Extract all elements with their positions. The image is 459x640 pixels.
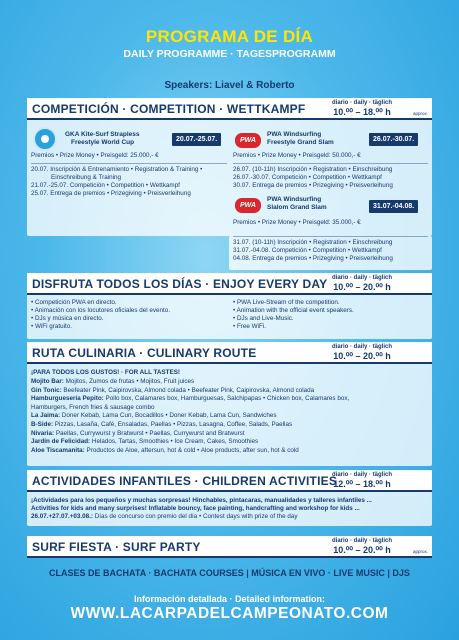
culinary-desc: Pizzas, Lasaña, Café, Ensaladas, Paellas • Pizzas, Lasagna, Coffee, Salads, Paellas [53, 421, 293, 428]
culinary-desc: Doner Kebab, Lama Cun, Bocadillos • Doner Kebab, Lama Cun, Sandwiches [60, 412, 277, 420]
enjoy-left-4: • WiFi gratuito. [31, 323, 73, 330]
culinary-vendor: Gin Tonic: [31, 386, 62, 394]
gka-date-badge: 20.07.-25.07. [172, 133, 221, 146]
culinary-item [31, 404, 155, 412]
kids-title: ACTIVIDADES INFANTILES · CHILDREN ACTIVITIES [32, 474, 338, 488]
culinary-vendor: B-Side: [31, 421, 54, 428]
kids-panel [27, 470, 432, 526]
pwa1-line-3: 30.07. Entrega de premios • Prizegiving • Preisverleihung [233, 182, 393, 189]
culinary-vendor: Jardín de Felicidad: [31, 438, 91, 446]
culinary-desc: Pollo box, Calamares box, Hamburguesas, Salchipapas • Chicken box, Calamares box, [103, 395, 350, 403]
gka-logo-icon [33, 127, 57, 151]
enjoy-right-3: • DJs and Live-Music. [233, 315, 294, 322]
schedule-days: diario · daily · täglich [331, 100, 392, 106]
culinary-item [31, 395, 349, 403]
schedule-time: 10.⁰⁰ – 20.⁰⁰ h [333, 545, 391, 555]
culinary-desc: Helados, Tartas, Smoothies • Ice Cream, Cakes, Smoothies [90, 438, 259, 446]
gka-title-2: Freestyle World Cup [71, 139, 135, 146]
page-title: PROGRAMA DE DÍA [145, 27, 314, 46]
kids-line-3-text: Días de concurso con premio del día • Contest days with prize of the day [92, 513, 298, 520]
pwa1-title-1: PWA Windsurfing [267, 131, 322, 138]
culinary-item [31, 421, 292, 429]
enjoy-panel [27, 273, 432, 339]
schedule-days: diario · daily · täglich [331, 538, 392, 544]
surf-panel [27, 536, 432, 558]
pwa1-line-1: 26.07. (10-11h) Inscripción • Registration • Einschreibung [233, 166, 393, 173]
enjoy-left-2: • Animación con los locutores oficiales del evento. [31, 307, 171, 314]
pwa2-title-1: PWA Windsurfing [267, 196, 322, 203]
kids-bar [27, 470, 432, 492]
culinary-desc: Productos de Aloe, aftersun, hot & cold • Aloe products, after sun, hot & cold [84, 446, 299, 454]
schedule-days: diario · daily · täglich [331, 275, 392, 281]
approx-note: approx. [412, 111, 428, 116]
gka-line-1: 20.07. Inscripción & Entrenamiento • Registration & Training • [31, 166, 203, 173]
kids-line-1: ¡Actividades para los pequeños y muchas sorpresas! Hinchables, pintacaras, manualidades y talleres infantiles ... [31, 497, 372, 504]
page-subtitle: DAILY PROGRAMME · TAGESPROGRAMM [123, 48, 336, 60]
culinary-schedule [322, 344, 402, 362]
surf-bar [27, 536, 432, 558]
culinary-vendor: La Jaima: [31, 412, 61, 420]
enjoy-right-4: • Free WiFi. [233, 323, 266, 330]
pwa2-divider [233, 236, 428, 237]
competition-panel [27, 98, 432, 236]
pwa2-title-2: Slalom Grand Slam [267, 204, 327, 211]
pwa1-prize: Premios • Prize Money • Preisgeld: 50.000,- € [233, 152, 361, 159]
kids-schedule [322, 472, 402, 490]
schedule-time: 12.⁰⁰ – 18.⁰⁰ h [333, 479, 391, 489]
culinary-desc: Beefeater Pink, Caipirovska, Almond colada • Beefeater Pink, Caipirovska, Almond colada [61, 386, 315, 394]
enjoy-right-1: • PWA Live-Stream of the competition. [233, 299, 340, 306]
pwa1-date-badge: 26.07.-30.07. [369, 133, 418, 146]
enjoy-bar [27, 273, 432, 295]
pwa2-line-2: 31.07.-04.08. Competición • Competition • Wettkampf [233, 247, 382, 254]
competition-title: COMPETICIÓN · COMPETITION · WETTKAMPF [32, 102, 306, 116]
gka-divider [31, 163, 227, 164]
pwa2-prize: Premios • Prize Money • Preisgeld: 35.000,- € [233, 219, 361, 226]
culinary-title: RUTA CULINARIA · CULINARY ROUTE [32, 346, 257, 360]
pwa2-details-panel [229, 236, 432, 270]
enjoy-left-1: • Competición PWA en directo. [31, 299, 117, 306]
culinary-bar [27, 342, 432, 364]
culinary-vendor: Mojito Bar: [31, 378, 64, 385]
culinary-desc: Paellas, Currywurst y Bratwurst • Paellas, Currywurst and Bratwurst [54, 429, 245, 437]
culinary-item [31, 387, 314, 395]
culinary-desc: Hamburgers, French fries & sausage combo [31, 403, 155, 411]
culinary-item [31, 430, 245, 438]
pwa1-divider [233, 163, 428, 164]
enjoy-title: DISFRUTA TODOS LOS DÍAS · ENJOY EVERY DAY [32, 277, 328, 291]
culinary-desc: Mojitos, Zumos de frutas • Mojitos, Fruit juices [63, 378, 195, 385]
culinary-item [31, 378, 194, 386]
approx-note: approx. [412, 549, 428, 554]
pwa1-title-2: Freestyle Grand Slam [267, 139, 334, 146]
culinary-vendor: Hamburguesería Pepito: [31, 395, 104, 403]
info-line: Información detallada · Detailed information: [133, 594, 326, 604]
surf-schedule [322, 538, 402, 556]
pwa2-line-1: 31.07. (10-11h) Inscripción • Registration • Einschreibung [233, 239, 393, 246]
kids-line-2: Activities for kids and many surprises! Inflatable bouncy, face painting, handcrafting and workshop for kids ... [31, 505, 360, 512]
culinary-vendor: Aloe Tiscamanita: [31, 446, 85, 454]
schedule-days: diario · daily · täglich [331, 472, 392, 478]
header [0, 0, 459, 96]
gka-line-1b: Einschreibung & Training [51, 174, 122, 181]
pwa-logo-icon: PWA [235, 133, 261, 148]
website-link[interactable]: WWW.LACARPADELCAMPEONATO.COM [70, 605, 389, 622]
culinary-lead: ¡PARA TODOS LOS GUSTOS! · FOR ALL TASTES! [31, 369, 181, 376]
gka-line-2: 21.07.-25.07. Competición • Competition • Wettkampf [31, 182, 180, 189]
gka-title-1: GKA Kite-Surf Strapless [65, 131, 140, 138]
competition-schedule [322, 100, 402, 118]
enjoy-schedule [322, 275, 402, 293]
surf-title: SURF FIESTA · SURF PARTY [32, 540, 201, 554]
culinary-vendor: Nivaria: [31, 429, 55, 437]
pwa2-date-badge: 31.07.-04.08. [369, 200, 418, 213]
schedule-time: 10.⁰⁰ – 20.⁰⁰ h [333, 351, 391, 361]
gka-prize: Premios • Prize Money • Preisgeld: 25.000,- € [31, 152, 159, 159]
culinary-item [31, 447, 299, 455]
schedule-time: 10.⁰⁰ – 20.⁰⁰ h [333, 282, 391, 292]
gka-line-3: 25.07. Entrega de premios • Prizegiving • Preisverleihung [31, 190, 191, 197]
music-line: CLASES DE BACHATA · BACHATA COURSES | MÚSICA EN VIVO · LIVE MUSIC | DJS [49, 568, 410, 578]
schedule-time: 10.⁰⁰ – 18.⁰⁰ h [333, 107, 391, 117]
culinary-panel [27, 342, 432, 466]
kids-line-3 [31, 513, 298, 521]
pwa2-line-3: 04.08. Entrega de premios • Prizegiving • Preisverleihung [233, 255, 393, 262]
culinary-item [31, 412, 277, 420]
pwa-logo-icon: PWA [235, 198, 261, 213]
enjoy-right-2: • Animation with the official event speakers. [233, 307, 354, 314]
schedule-days: diario · daily · täglich [331, 344, 392, 350]
competition-bar [27, 98, 432, 120]
kids-line-3-dates: 26.07.+27.07.+03.08.: [31, 513, 93, 520]
culinary-item [31, 438, 258, 446]
speakers-line: Speakers: Liavel & Roberto [164, 80, 295, 91]
pwa1-line-2: 26.07.-30.07. Competición • Competition • Wettkampf [233, 174, 382, 181]
enjoy-left-3: • DJs y música en directo. [31, 315, 104, 322]
